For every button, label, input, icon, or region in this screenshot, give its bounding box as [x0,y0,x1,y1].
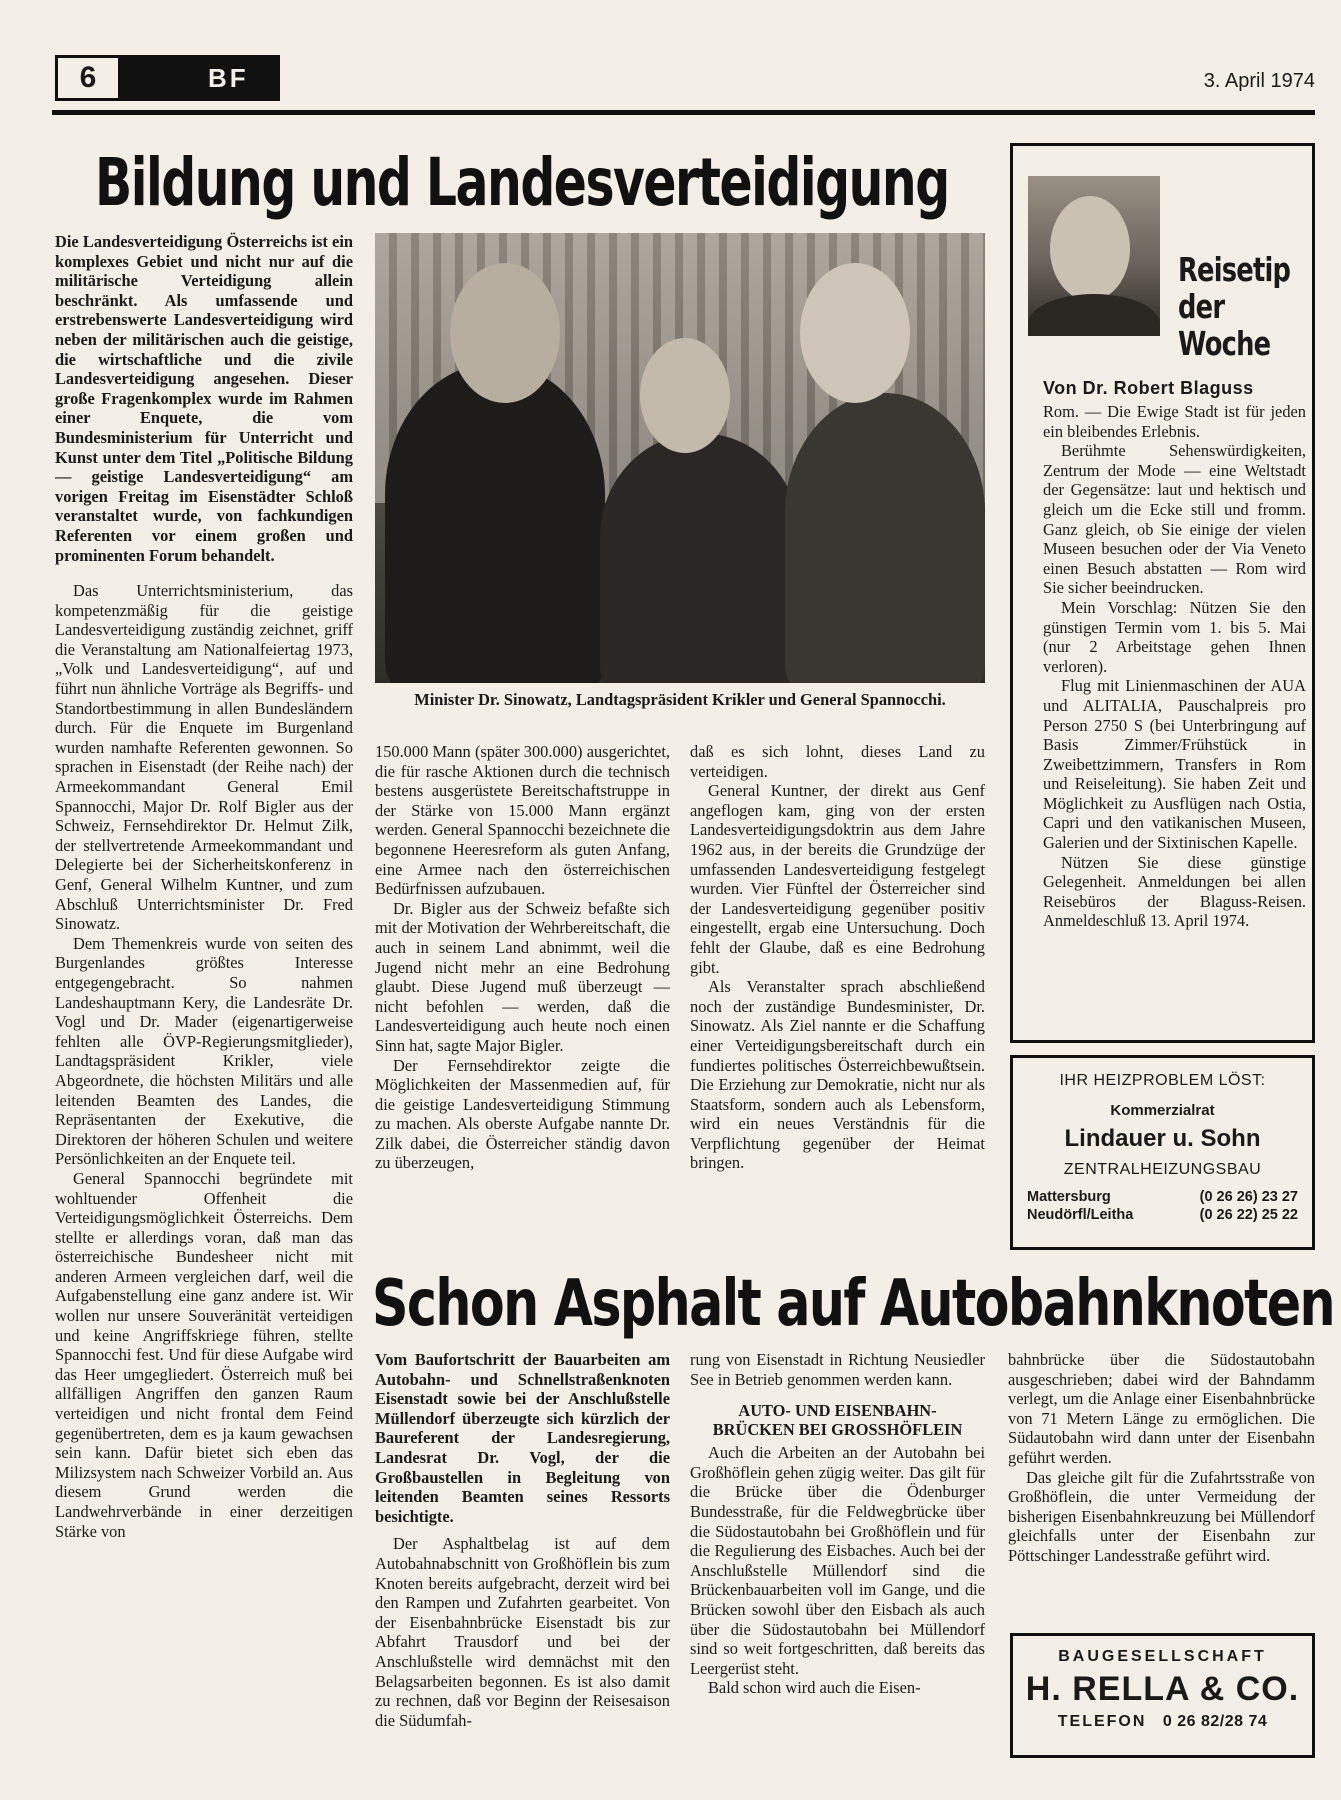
article-paragraph: bahnbrücke über die Südostautobahn ausgeschrieben; dabei wird der Bahndamm verlegt, um die Anlage einer Eisenbahnbrücke von 71 Metern Länge zu ermöglichen. Die Südautobahn wird dann unter der Eisenbahn geführt werden. [1008,1350,1315,1467]
article-lead: Die Landesverteidigung Österreichs ist ein komplexes Gebiet und nicht nur auf die militärische Verteidigung allein beschränkt. Als umfassende und erstrebenswerte Landesverteidigung wird neben der militärischen auch die geistige, die wirtschaftliche und die zivile Landesverteidigung angesehen. Dieser große Fragenkomplex wurde im Rahmen einer Enquete, die vom Bundesministerium für Unterricht und Kunst unter dem Titel „Politische Bildung — geistige Landesverteidigung“ am vorigen Freitag im Eisenstädter Schloß veranstaltet wurde, von fachkundigen Referenten vor einem großen und prominenten Forum behandelt. [55,232,353,565]
article-paragraph: Der Asphaltbelag ist auf dem Autobahnabschnitt von Großhöflein bis zum Knoten bereits aufgebracht, derzeit wird bei den Rampen und Zufahrten gearbeitet. Von der Eisenbahnbrücke Eisenstadt bis zur Abfahrt Trausdorf und bei der Anschlußstelle wird demnächst mit den Belagsarbeiten begonnen. Es ist also damit zu rechnen, daß vor Beginn der Reisesaison die Südumfah- [375,1534,670,1730]
ad-business: ZENTRALHEIZUNGSBAU [1063,1161,1262,1178]
article-headline: Bildung und Landesverteidigung [95,144,949,221]
article-paragraph: Bald schon wird auch die Eisen- [708,1678,921,1698]
reisetip-box [1010,143,1315,1043]
reisetip-title-line: Reisetip [1178,250,1291,289]
reisetip-byline: Von Dr. Robert Blaguss [1043,378,1254,398]
article-column-2 [375,742,670,1242]
article-paragraph: Dem Themenkreis wurde von seiten des Burgenlandes größtes Interesse entgegengebracht. So nahmen Landeshauptmann Kery, die Landesräte Dr. Vogl und Dr. Mader (eigenartigerweise fehlten alle ÖVP-Regierungsmitglieder), Landtagspräsident Krikler, viele Abgeordnete, die höchsten Militärs und alle leitenden Beamten des Landes, die Repräsentanten der Exekutive, die Direktoren der höheren Schulen und weitere Persönlichkeiten an der Enquete teil. [55,933,353,1169]
reisetip-paragraph: Berühmte Sehenswürdigkeiten, Zentrum der Mode — eine Weltstadt der Gegensätze: laut und hektisch und gleich um die Ecke still und fromm. Ganz gleich, ob Sie einige der vielen Museen besuchen oder der Via Veneto einen Besuch abstatten — Rom wird Sie sicher beeindrucken. [1043,441,1306,598]
photo-head-right [800,263,910,403]
portrait-head [1050,196,1130,301]
photo-head-middle [640,338,730,453]
ad-phone-row [1013,1189,1312,1205]
page-header [55,55,280,101]
ad-lindauer [1010,1055,1315,1250]
ad-phone: (0 26 22) 25 22 [1199,1207,1298,1223]
article-paragraph: 150.000 Mann (später 300.000) ausgerichtet, die für rasche Aktionen durch die technisch bestens ausgerüstete Bereitschaftstruppe in der Stärke von 15.000 Mann ergänzt werden. General Spannocchi bezeichnete die begonnene Heeresreform als guten Anfang, eine Armee nach den österreichischen Bedürfnissen aufzubauen. [375,742,670,899]
article-paragraph: rung von Eisenstadt in Richtung Neusiedler See in Betrieb genommen werden kann. [690,1350,985,1389]
ad-title: Kommerzialrat [1110,1102,1215,1119]
reisetip-title-line: Woche [1178,324,1271,363]
reisetip-paragraph: Nützen Sie diese günstige Gelegenheit. Anmeldungen bei allen Reisebüros der Blaguss-Reisen. Anmeldeschluß 13. April 1974. [1043,852,1306,931]
article-column-3 [1008,1350,1315,1640]
author-portrait [1028,176,1160,336]
ad-rella-phone-label: TELEFON [1057,1713,1147,1730]
photo-person-middle [600,433,800,683]
ad-rella-name: H. RELLA & CO. [1025,1670,1300,1708]
article-paragraph: daß es sich lohnt, dieses Land zu verteidigen. [690,742,985,781]
news-photo [375,233,985,683]
photo-person-right [785,393,985,683]
ad-rella-phone: 0 26 82/28 74 [1162,1713,1268,1730]
ad-tagline: IHR HEIZPROBLEM LÖST: [1059,1072,1266,1089]
reisetip-paragraph: Mein Vorschlag: Nützen Sie den günstigen Termin vom 1. bis 5. Mai (nur 2 Arbeitstage gehen Ihnen verloren). [1043,597,1306,676]
page-number: 6 [58,58,118,98]
reisetip-paragraph: Rom. — Die Ewige Stadt ist für jeden ein bleibendes Erlebnis. [1043,402,1306,441]
ad-location: Mattersburg [1027,1189,1111,1205]
article-headline: Schon Asphalt auf Autobahnknoten [372,1267,1335,1341]
ad-rella-phone-row [1013,1713,1312,1731]
ad-rella-line1: BAUGESELLSCHAFT [1058,1648,1267,1665]
photo-head-left [450,263,560,403]
issue-date: 3. April 1974 [1203,70,1315,92]
article-column-1 [55,232,353,1757]
article-paragraph: Als Veranstalter sprach abschließend noch der zuständige Bundesminister, Dr. Sinowatz. Als Ziel nannte er die Schaffung einer Verteidigungsbereitschaft durch ein fundiertes politisches Österreichbewußtsein. Die Erziehung zur Demokratie, nicht nur als Staatsform, sondern auch als Lebensform, wird ein neues Verständnis für die Verpflichtung gegenüber der Heimat bringen. [690,977,985,1173]
portrait-shoulders [1028,294,1160,336]
article-paragraph: Das gleiche gilt für die Zufahrtsstraße von Großhöflein, die unter Vermeidung der bisherigen Eisenbahnkreuzung bei Müllendorf gleichfalls unter der Eisenbahn zur Pöttschinger Landesstraße geführt wird. [1008,1467,1315,1565]
photo-person-left [385,363,605,683]
article-lead: Vom Baufortschritt der Bauarbeiten am Autobahn- und Schnellstraßenknoten Eisenstadt sowie bei der Anschlußstelle Müllendorf überzeugte sich kürzlich der Baureferent der Landesregierung, Landesrat Dr. Vogl, der die Großbaustellen in Begleitung von leitenden Beamten seines Ressorts besichtigte. [375,1350,670,1526]
section-label: BF [208,63,249,93]
reisetip-paragraph: Flug mit Linienmaschinen der AUA und ALITALIA, Pauschalpreis pro Person 2750 S (bei Unterbringung auf Basis Zimmer/Frühstück in Zweibettzimmern, Transfers in Rom und Reiseleitung). Sie haben Zeit und Möglichkeit zu Ausflügen nach Ostia, Capri und den vatikanischen Museen, Galerien und der Sixtinischen Kapelle. [1043,676,1306,853]
reisetip-body [1043,402,1306,1022]
article-subhead: AUTO- UND EISENBAHN-BRÜCKEN BEI GROSSHÖFLEIN [712,1401,963,1440]
article-paragraph: Das Unterrichtsministerium, das kompetenzmäßig für die geistige Landesverteidigung zuständig zeichnet, griff die Veranstaltung am Nationalfeiertag 1973, „Volk und Landesverteidigung“, auf und führt nun ähnliche Vorträge als Begriffs- und Standortbestimmung in allen Bundesländern durch. Für die Enquete im Burgenland wurden namhafte Referenten gewonnen. So sprachen in Eisenstadt (der Reihe nach) der Armeekommandant General Emil Spannocchi, Major Dr. Rolf Bigler aus der Schweiz, Fernsehdirektor Dr. Helmut Zilk, der stellvertretende Armeekommandant und Delegierte bei der Sicherheitskonferenz in Genf, General Wilhelm Kuntner, und zum Abschluß Unterrichtsminister Dr. Fred Sinowatz. [55,581,353,934]
article-column-3 [690,742,985,1242]
ad-phone-row [1013,1207,1312,1223]
article-column-1 [375,1350,670,1770]
article-paragraph: General Kuntner, der direkt aus Genf angeflogen kam, ging von der ersten Landesverteidigungsdoktrin aus dem Jahre 1962 aus, in der bereits die Grundzüge der umfassenden Landesverteidigung festgelegt wurden. Vier Fünftel der Österreicher sind der Landesverteidigung gegenüber positiv eingestellt, ergab eine Untersuchung. Doch fehlt der Glaube, daß es eine Bedrohung gibt. [690,781,985,977]
ad-rella [1010,1633,1315,1758]
article-column-2 [690,1350,985,1770]
ad-company-name: Lindauer u. Sohn [1064,1125,1261,1152]
article-paragraph: Der Fernsehdirektor zeigte die Möglichkeiten der Massenmedien auf, für die geistige Landesverteidigung Stimmung zu machen. Als oberste Aufgabe nannte Dr. Zilk dabei, die Österreicher ständig davon zu überzeugen, [375,1055,670,1173]
photo-caption: Minister Dr. Sinowatz, Landtagspräsident Krikler und General Spannocchi. [414,690,946,709]
ad-phone: (0 26 26) 23 27 [1199,1189,1298,1205]
header-rule [52,110,1315,115]
ad-location: Neudörfl/Leitha [1027,1207,1134,1223]
article-paragraph: General Spannocchi begründete mit wohltuender Offenheit die Verteidigungsmöglichkeit Österreichs. Dem stellte er allerdings voran, daß man das österreichische Bundesheer nicht mit anderen Armeen vergleichen darf, weil die Aufgabenstellung eine ganz andere ist. Wir wollen nur unsere Souveränität verteidigen und keine Angriffskriege führen, stellte Spannocchi fest. Und für diese Aufgabe wird das Heer umgegliedert. Österreich muß bei allfälligen Angriffen den ganzen Raum verteidigen und nicht frontal dem Feind gegenübertreten, dem es ja kaum gewachsen sein kann. Dafür bietet sich eben das Milizsystem nach Schweizer Vorbild an. Aus diesem Grund werden die Landwehrverbände in einer derzeitigen Stärke von [55,1168,353,1541]
reisetip-title [1178,251,1290,362]
article-paragraph: Auch die Arbeiten an der Autobahn bei Großhöflein gehen zügig weiter. Das gilt für die Brücke über die Ödenburger Bundesstraße, für die Feldwegbrücke über die Südostautobahn bei Großhöflein und für die Regulierung des Eisbaches. Auch bei der Anschlußstelle Müllendorf sind die Brückenbauarbeiten voll im Gange, und die Brücken sowohl über den Eisbach als auch über die Südostautobahn bei Müllendorf sind so weit fortgeschritten, daß bereits das Leergerüst steht. [690,1443,985,1678]
article-paragraph: Dr. Bigler aus der Schweiz befaßte sich mit der Motivation der Wehrbereitschaft, die auch in seinem Land abnimmt, weil die Jugend nicht mehr an eine Bedrohung glaubt. Diese Jugend muß überzeugt — nicht befohlen — werden, daß die Landesverteidigung auch heute noch einen Sinn hat, sagte Major Bigler. [375,898,670,1055]
reisetip-title-line: der [1178,287,1225,326]
